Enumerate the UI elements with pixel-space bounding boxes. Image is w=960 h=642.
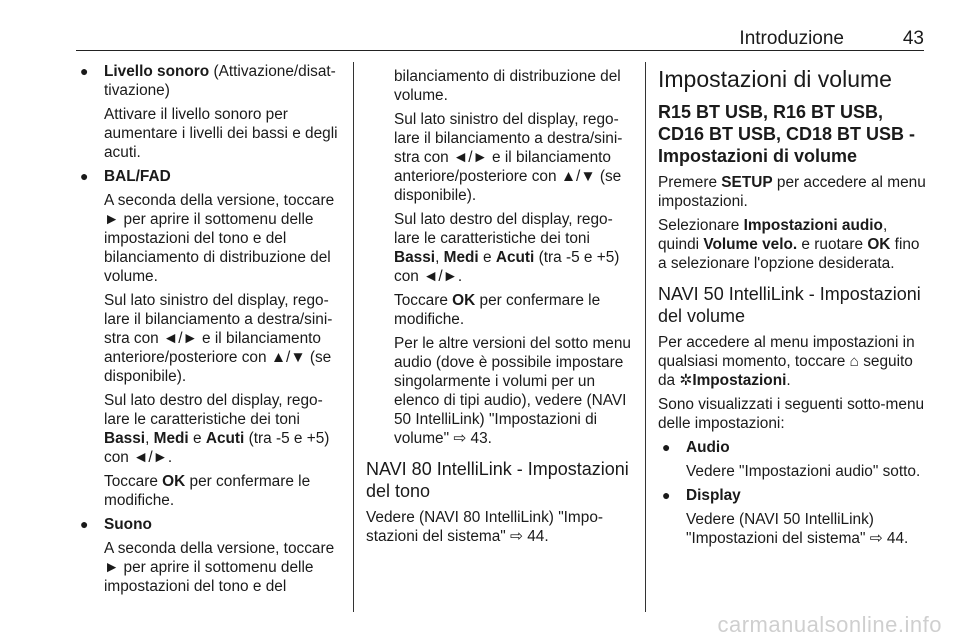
arrow-right-icon: ► — [104, 211, 120, 228]
paragraph: Sul lato sinistro del display, rego-lare il bilanciamento a destra/sini-stra con ◄/► e il bilanciamento anteriore/posteriore con ▲/▼ (se disponibile). — [104, 292, 333, 385]
list-item-livello-sonoro: ● Livello sonoro (Attivazione/disat-tivazione) — [80, 63, 336, 99]
paragraph: Sul lato destro del display, rego-lare le caratteristiche dei toni Bassi, Medi e Acuti (tra -5 e +5) con ◄/►. — [104, 392, 330, 466]
reference-arrow-icon: ⇨ — [869, 530, 883, 547]
list-item-suono: ● Suono — [80, 516, 152, 533]
column-2 — [366, 67, 632, 551]
bullet-icon: ● — [662, 439, 671, 455]
main-heading: Impostazioni di volume — [658, 66, 892, 92]
paragraph: A seconda della versione, toccare ► per aprire il sottomenu delle impostazioni del tono e del bilanciamento di distribuzione del volume. — [104, 192, 335, 285]
paragraph: Vedere "Impostazioni audio" sotto. — [686, 463, 921, 480]
paragraph: Vedere (NAVI 80 IntelliLink) "Impo-stazioni del sistema" ⇨ 44. — [366, 509, 603, 545]
paragraph: Sono visualizzati i seguenti sotto-menu delle impostazioni: — [658, 396, 925, 432]
paragraph: Selezionare Impostazioni audio, quindi Volume velo. e ruotare OK fino a selezionare l'opzione desiderata. — [658, 217, 920, 272]
column-3 — [658, 66, 926, 553]
gear-icon: ✲ — [679, 372, 693, 389]
paragraph: Vedere (NAVI 50 IntelliLink) "Impostazioni del sistema" ⇨ 44. — [686, 511, 909, 547]
arrow-right-icon: ► — [104, 559, 120, 576]
paragraph: Attivare il livello sonoro per aumentare i livelli dei bassi e degli acuti. — [104, 106, 338, 161]
paragraph: Per le altre versioni del sotto menu audio (dove è possibile impostare singolarmente i volumi per un elenco di tipi audio), vedere (NAVI 50 IntelliLink) "Impostazioni di volume" ⇨ 43. — [394, 335, 631, 447]
arrow-left-right-icon: ◄/► — [133, 449, 168, 466]
arrow-left-right-icon: ◄/► — [453, 149, 488, 166]
paragraph: Premere SETUP per accedere al menu impostazioni. — [658, 174, 926, 210]
bullet-icon: ● — [80, 516, 89, 532]
page-number: 43 — [902, 28, 924, 49]
paragraph: Per accedere al menu impostazioni in qualsiasi momento, toccare ⌂ seguito da ✲Impostazioni. — [658, 334, 915, 389]
bullet-icon: ● — [80, 168, 89, 184]
arrow-left-right-icon: ◄/► — [423, 268, 458, 285]
home-icon: ⌂ — [849, 353, 859, 370]
reference-arrow-icon: ⇨ — [510, 528, 523, 545]
paragraph: Sul lato destro del display, rego-lare le caratteristiche dei toni Bassi, Medi e Acuti (tra -5 e +5) con ◄/►. — [394, 211, 620, 285]
bullet-icon: ● — [662, 487, 671, 503]
paragraph: Toccare OK per confermare le modifiche. — [394, 292, 601, 328]
section-title: Introduzione — [739, 28, 844, 49]
page-header — [76, 0, 924, 51]
section-heading: NAVI 50 IntelliLink - Impostazioni del volume — [658, 284, 921, 326]
section-heading: NAVI 80 IntelliLink - Impostazioni del tono — [366, 459, 629, 501]
list-item-display: ● Display — [662, 487, 741, 504]
column-divider-1 — [353, 62, 354, 612]
watermark: carmanualsonline.info — [717, 612, 942, 637]
paragraph: Sul lato sinistro del display, rego-lare il bilanciamento a destra/sini-stra con ◄/► e il bilanciamento anteriore/posteriore con ▲/▼ (se disponibile). — [394, 111, 623, 204]
arrow-left-right-icon: ◄/► — [163, 330, 198, 347]
reference-arrow-icon: ⇨ — [453, 430, 467, 447]
column-divider-2 — [645, 62, 646, 612]
subheading: R15 BT USB, R16 BT USB, CD16 BT USB, CD18 BT USB - Impostazioni di volume — [658, 102, 916, 166]
column-1 — [76, 62, 343, 601]
arrow-up-down-icon: ▲/▼ — [560, 168, 596, 185]
bullet-icon: ● — [80, 63, 89, 79]
paragraph: A seconda della versione, toccare ► per aprire il sottomenu delle impostazioni del tono e del — [104, 540, 335, 595]
list-item-bal-fad: ● BAL/FAD — [80, 168, 171, 185]
list-item-audio: ● Audio — [662, 439, 730, 456]
arrow-up-down-icon: ▲/▼ — [270, 349, 306, 366]
paragraph: bilanciamento di distribuzione del volume. — [394, 68, 621, 104]
paragraph: Toccare OK per confermare le modifiche. — [104, 473, 311, 509]
